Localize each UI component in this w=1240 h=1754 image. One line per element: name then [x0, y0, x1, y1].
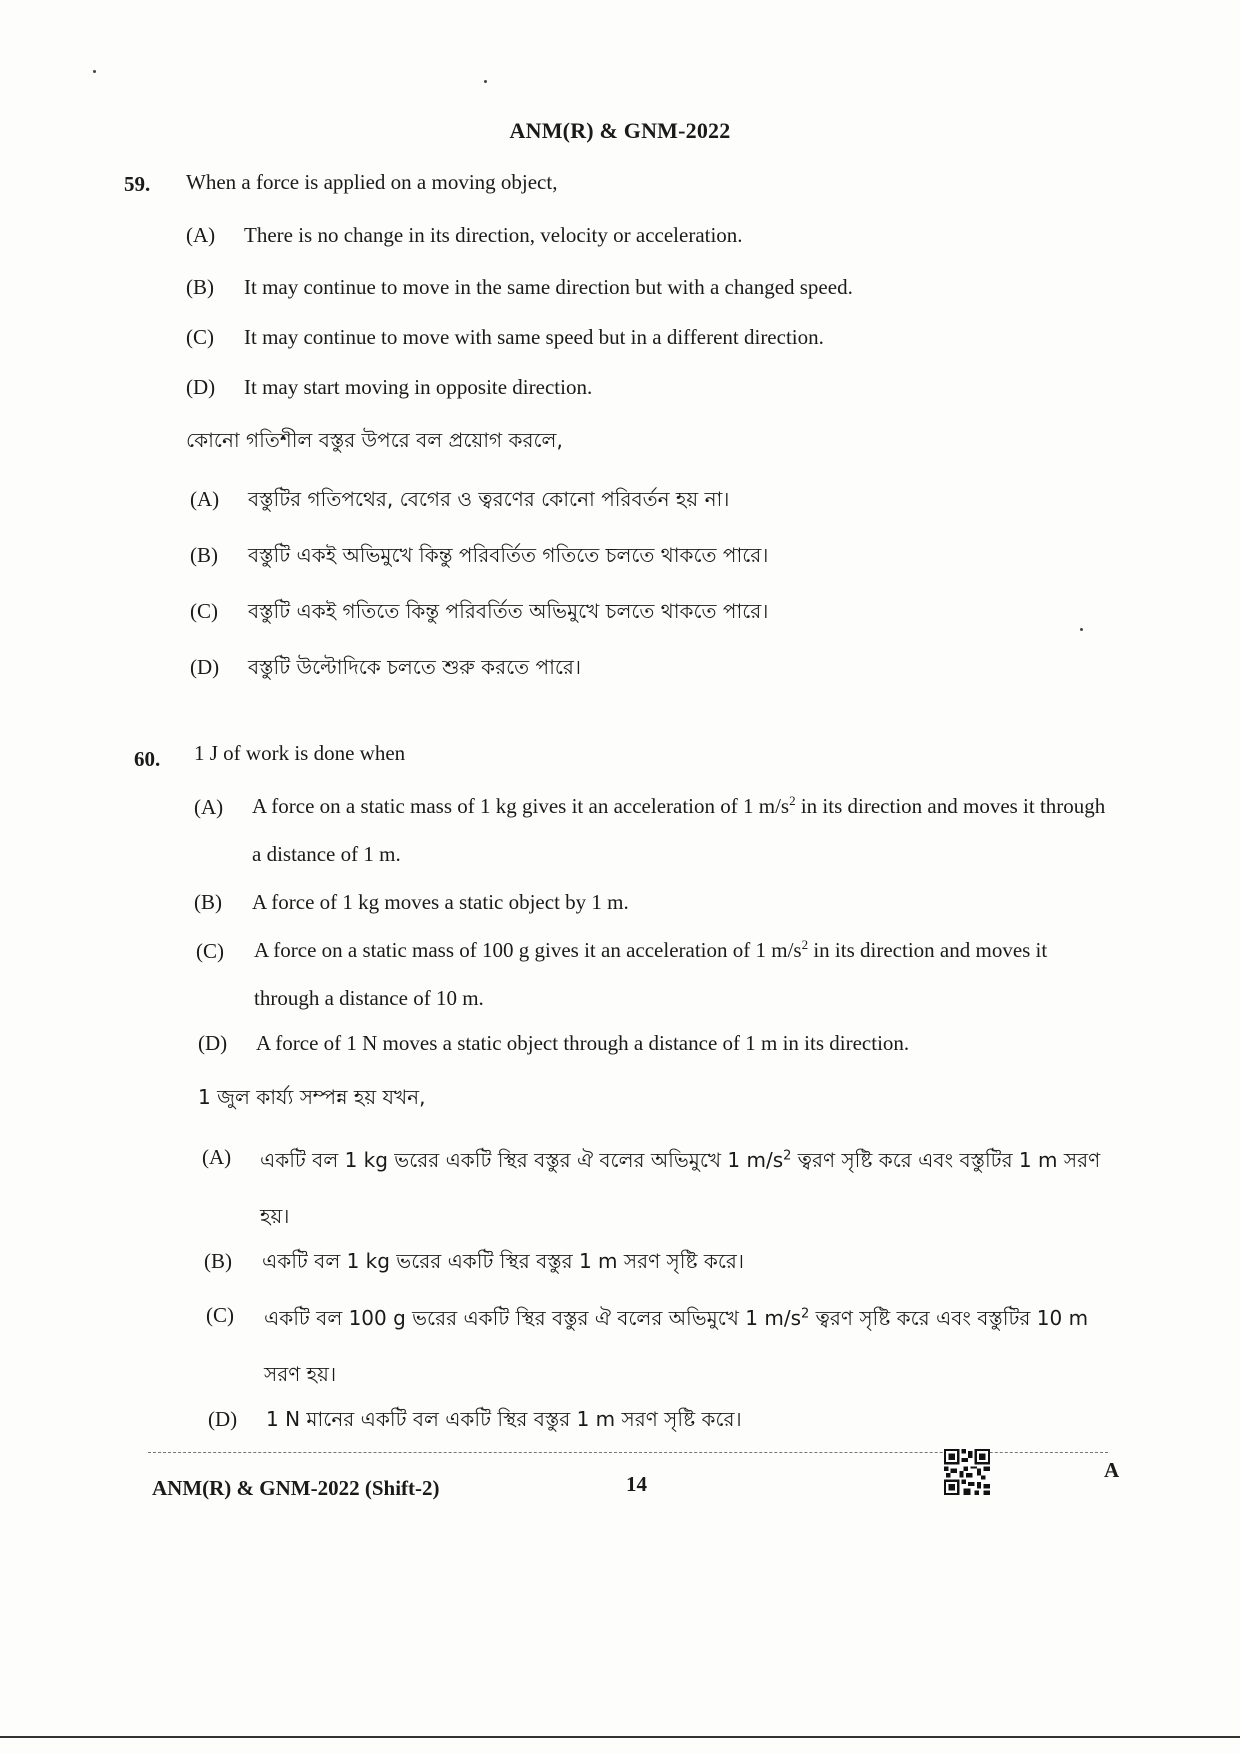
scan-speck [93, 70, 96, 73]
option-letter: (D) [190, 655, 220, 679]
scan-speck [484, 80, 487, 83]
page-header-title: ANM(R) & GNM-2022 [509, 118, 731, 143]
option-letter: (D) [186, 375, 216, 399]
option-en-d [186, 362, 592, 412]
option-en-b [186, 262, 853, 312]
option-en-b [194, 877, 629, 927]
option-bn-b [204, 1236, 744, 1286]
option-letter: (D) [198, 1031, 228, 1055]
option-letter: (C) [196, 939, 224, 963]
option-text: There is no change in its direction, velocity or acceleration. [244, 223, 743, 247]
option-letter: (B) [186, 275, 214, 299]
option-text: বস্তুটি একই গতিতে কিন্তু পরিবর্তিত অভিমুখে চলতে থাকতে পারে। [248, 599, 769, 623]
qr-code-icon [944, 1449, 990, 1495]
option-bn-d [190, 642, 581, 692]
option-letter: (A) [194, 795, 224, 819]
question-stem-en: 1 J of work is done when [194, 741, 406, 765]
option-letter: (A) [190, 487, 220, 511]
option-text: A force of 1 kg moves a static object by 1 m. [252, 890, 629, 914]
option-text-part: A force on a static mass of 1 kg gives it an acceleration of 1 m/s [252, 794, 790, 818]
option-text: It may start moving in opposite direction. [244, 375, 593, 399]
page-number: 14 [626, 1472, 647, 1496]
superscript: 2 [789, 793, 796, 808]
option-text [254, 926, 1114, 1022]
option-letter: (C) [206, 1303, 234, 1327]
option-letter: (C) [186, 325, 214, 349]
superscript: 2 [801, 937, 809, 952]
option-text-part: একটি বল 100 g ভরের একটি স্থির বস্তুর ঐ বলের অভিমুখে 1 m/s [264, 1306, 801, 1330]
option-text: বস্তুটি উল্টোদিকে চলতে শুরু করতে পারে। [248, 655, 582, 679]
option-letter: (B) [194, 890, 222, 914]
question-stem-en: When a force is applied on a moving object, [186, 170, 558, 194]
option-en-a [186, 210, 743, 260]
option-en-d [198, 1018, 909, 1068]
option-text [260, 1132, 1110, 1244]
option-letter: (B) [190, 543, 218, 567]
question-stem-bn: কোনো গতিশীল বস্তুর উপরে বল প্রয়োগ করলে, [186, 428, 563, 452]
option-text: বস্তুটির গতিপথের, বেগের ও ত্বরণের কোনো পরিবর্তন হয় না। [248, 487, 730, 511]
option-text: It may continue to move with same speed but in a different direction. [244, 325, 824, 349]
option-bn-d [208, 1394, 742, 1444]
option-text [264, 1290, 1114, 1402]
superscript: 2 [801, 1306, 810, 1322]
superscript: 2 [783, 1148, 792, 1164]
question-stem-bn: 1 জুল কার্য্য সম্পন্ন হয় যখন, [198, 1085, 426, 1109]
option-letter: (C) [190, 599, 218, 623]
option-text-part: একটি বল 1 kg ভরের একটি স্থির বস্তুর ঐ বলের অভিমুখে 1 m/s [260, 1148, 784, 1172]
option-text-part: ত্বরণ সৃষ্টি করে এবং বস্তুটির 10 m সরণ হয়। [264, 1306, 1089, 1386]
option-letter: (B) [204, 1249, 232, 1273]
option-letter: (D) [208, 1407, 238, 1431]
option-en-c [196, 926, 1114, 1022]
question-number: 60. [134, 747, 161, 771]
option-bn-c [190, 586, 768, 636]
option-text-part: A force on a static mass of 100 g gives it an acceleration of 1 m/s [254, 938, 802, 962]
footer-exam-label: ANM(R) & GNM-2022 (Shift-2) [152, 1476, 440, 1500]
option-en-c [186, 312, 824, 362]
option-letter: (A) [186, 223, 216, 247]
option-text-part: in its direction and moves it through a distance of 1 m. [252, 794, 1106, 866]
option-text-part: ত্বরণ সৃষ্টি করে এবং বস্তুটির 1 m সরণ হয়। [260, 1148, 1101, 1228]
option-text [252, 782, 1112, 878]
option-bn-a [190, 474, 729, 524]
option-text: বস্তুটি একই অভিমুখে কিন্তু পরিবর্তিত গতিতে চলতে থাকতে পারে। [248, 543, 769, 567]
option-bn-b [190, 530, 768, 580]
option-text: 1 N মানের একটি বল একটি স্থির বস্তুর 1 m সরণ সৃষ্টি করে। [266, 1407, 742, 1431]
option-bn-c [206, 1290, 1114, 1402]
question-set-label: A [1104, 1458, 1120, 1482]
option-letter: (A) [202, 1145, 232, 1169]
page-bottom-edge [0, 1736, 1240, 1738]
option-text: A force of 1 N moves a static object through a distance of 1 m in its direction. [256, 1031, 910, 1055]
option-text: It may continue to move in the same direction but with a changed speed. [244, 275, 853, 299]
scan-speck [1080, 628, 1083, 631]
option-en-a [194, 782, 1112, 878]
option-text: একটি বল 1 kg ভরের একটি স্থির বস্তুর 1 m সরণ সৃষ্টি করে। [262, 1249, 745, 1273]
option-bn-a [202, 1132, 1110, 1244]
question-number: 59. [124, 172, 151, 196]
option-text-part: in its direction and moves it through a distance of 10 m. [254, 938, 1048, 1010]
